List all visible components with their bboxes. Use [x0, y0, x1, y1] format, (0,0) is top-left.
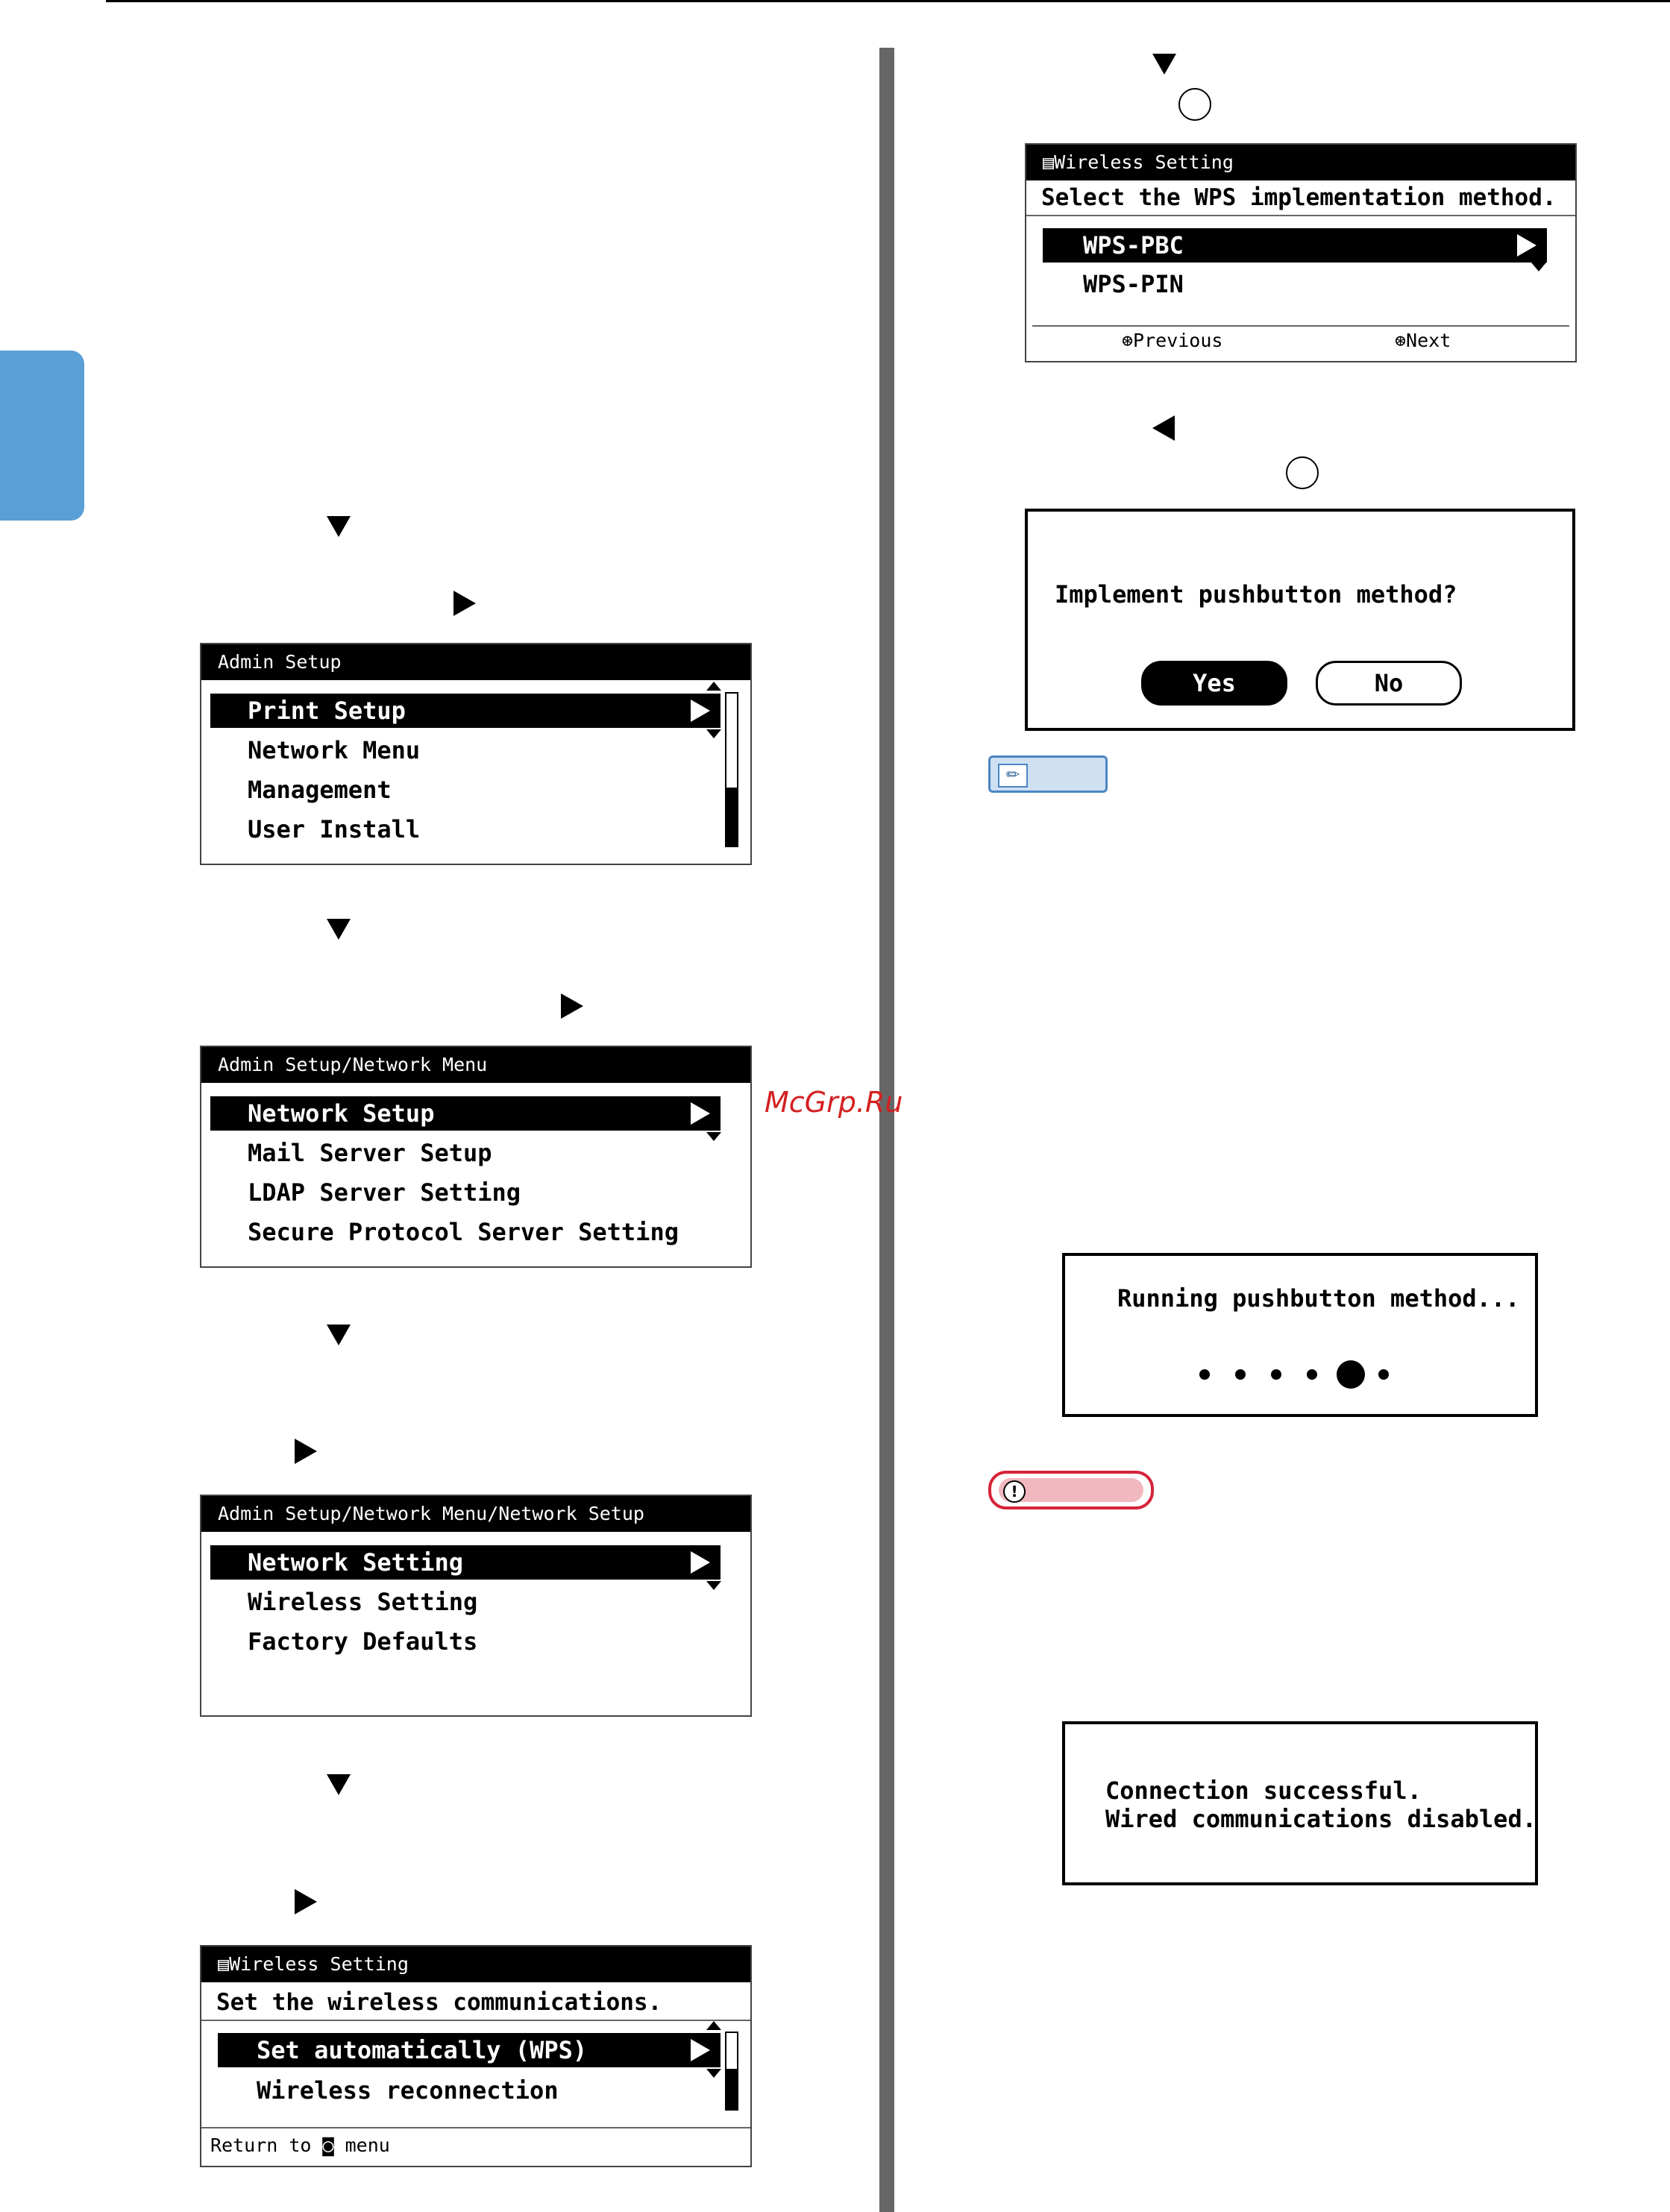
menu-item-mail-server-setup[interactable]: Mail Server Setup [248, 1139, 492, 1167]
down-arrow-icon [327, 1774, 351, 1795]
separator [1032, 325, 1569, 327]
submenu-arrow-icon [691, 2039, 710, 2061]
printer-icon: ▤ [218, 1953, 230, 1975]
scrollbar[interactable] [725, 692, 738, 847]
separator [1026, 215, 1575, 216]
scroll-thumb[interactable] [726, 788, 737, 846]
scroll-up-icon [706, 2021, 721, 2030]
menu-item-wireless-setting[interactable]: Wireless Setting [248, 1588, 478, 1616]
scroll-thumb[interactable] [726, 2069, 737, 2109]
menu-item-label: WPS-PBC [1083, 231, 1184, 260]
submenu-arrow-icon [691, 1102, 710, 1125]
dialog-implement-pushbutton [1025, 509, 1575, 731]
yes-button[interactable]: Yes [1141, 661, 1287, 706]
memo-badge [988, 755, 1108, 793]
success-line-1: Connection successful. [1105, 1776, 1422, 1805]
top-rule [106, 0, 1670, 2]
menu-item-user-install[interactable]: User Install [248, 815, 421, 843]
column-divider [879, 48, 894, 2212]
scroll-down-icon [706, 2069, 721, 2078]
menu-item-secure-protocol[interactable]: Secure Protocol Server Setting [248, 1218, 679, 1246]
down-arrow-icon [327, 1325, 351, 1345]
ok-button-icon [1178, 88, 1211, 121]
right-arrow-icon [295, 1889, 317, 1914]
scrollbar[interactable] [725, 2032, 738, 2111]
lcd-subtitle: Select the WPS implementation method. [1041, 184, 1557, 211]
scroll-up-icon [706, 682, 721, 691]
printer-icon: ▤ [1043, 151, 1055, 173]
dialog-question: Implement pushbutton method? [1055, 580, 1457, 609]
lcd-network-setup [200, 1495, 752, 1717]
ok-button-icon [1286, 456, 1319, 489]
lcd-title [1026, 145, 1575, 180]
right-arrow-icon [453, 591, 476, 616]
menu-item-network-setting[interactable] [210, 1545, 721, 1580]
lcd-title [201, 1947, 750, 1982]
progress-dot [1199, 1369, 1210, 1380]
menu-item-set-automatically-wps[interactable] [218, 2033, 721, 2067]
down-arrow-icon [327, 516, 351, 537]
right-arrow-icon [295, 1439, 317, 1464]
lcd-title: Admin Setup [201, 644, 750, 680]
lcd-title: Admin Setup/Network Menu/Network Setup [201, 1496, 750, 1532]
submenu-arrow-icon [1517, 234, 1536, 257]
note-badge-fill [999, 1478, 1143, 1502]
progress-dot [1271, 1369, 1281, 1380]
menu-item-print-setup[interactable] [210, 694, 721, 728]
menu-item-label: Set automatically (WPS) [257, 2036, 588, 2064]
lcd-title: Admin Setup/Network Menu [201, 1047, 750, 1083]
menu-item-ldap-server-setting[interactable]: LDAP Server Setting [248, 1178, 521, 1207]
dialog-connection-successful [1062, 1721, 1538, 1885]
progress-dot-active [1337, 1360, 1365, 1389]
menu-item-management[interactable]: Management [248, 776, 392, 804]
menu-item-wps-pbc[interactable] [1043, 228, 1547, 263]
lcd-wps-method [1025, 143, 1577, 362]
next-button[interactable]: ⊛Next [1395, 330, 1451, 351]
progress-dot [1378, 1369, 1389, 1380]
lcd-admin-setup [200, 643, 752, 865]
menu-item-label: Network Setting [248, 1548, 463, 1577]
progress-dot [1235, 1369, 1246, 1380]
watermark: McGrp.Ru [765, 1086, 903, 1119]
left-arrow-icon [1152, 415, 1175, 441]
lcd-title-text: Wireless Setting [1054, 151, 1234, 173]
scroll-down-icon [706, 729, 721, 738]
dialog-running-pushbutton [1062, 1253, 1538, 1417]
lcd-network-menu [200, 1046, 752, 1268]
menu-item-wireless-reconnection[interactable]: Wireless reconnection [257, 2076, 559, 2105]
separator [201, 2127, 750, 2128]
lcd-subtitle: Set the wireless communications. [216, 1989, 662, 2016]
success-line-2: Wired communications disabled. [1105, 1805, 1536, 1833]
memo-pencil-icon: ✏ [998, 764, 1028, 788]
no-button[interactable]: No [1316, 661, 1462, 706]
menu-item-network-menu[interactable]: Network Menu [248, 736, 421, 764]
running-text: Running pushbutton method... [1117, 1284, 1520, 1313]
progress-dot [1307, 1369, 1317, 1380]
chapter-tab [0, 351, 84, 521]
submenu-arrow-icon [691, 700, 710, 722]
down-arrow-icon [1152, 54, 1176, 75]
menu-item-label: Network Setup [248, 1099, 435, 1128]
exclamation-icon: ! [1003, 1480, 1026, 1503]
scroll-down-icon [706, 1132, 721, 1141]
lcd-title-text: Wireless Setting [229, 1953, 409, 1975]
down-arrow-icon [327, 919, 351, 940]
lcd-footer-return: Return to ◙ menu [210, 2134, 390, 2156]
right-arrow-icon [561, 993, 583, 1019]
previous-button[interactable]: ⊛Previous [1122, 330, 1223, 351]
menu-item-factory-defaults[interactable]: Factory Defaults [248, 1627, 478, 1656]
submenu-arrow-icon [691, 1551, 710, 1574]
menu-item-network-setup[interactable] [210, 1096, 721, 1131]
menu-item-label: Print Setup [248, 697, 406, 725]
scroll-down-icon [706, 1581, 721, 1590]
menu-item-wps-pin[interactable]: WPS-PIN [1083, 270, 1184, 298]
separator [201, 2020, 750, 2021]
scroll-down-icon [1531, 263, 1546, 271]
lcd-wireless-communications [200, 1945, 752, 2167]
note-badge [988, 1471, 1154, 1509]
